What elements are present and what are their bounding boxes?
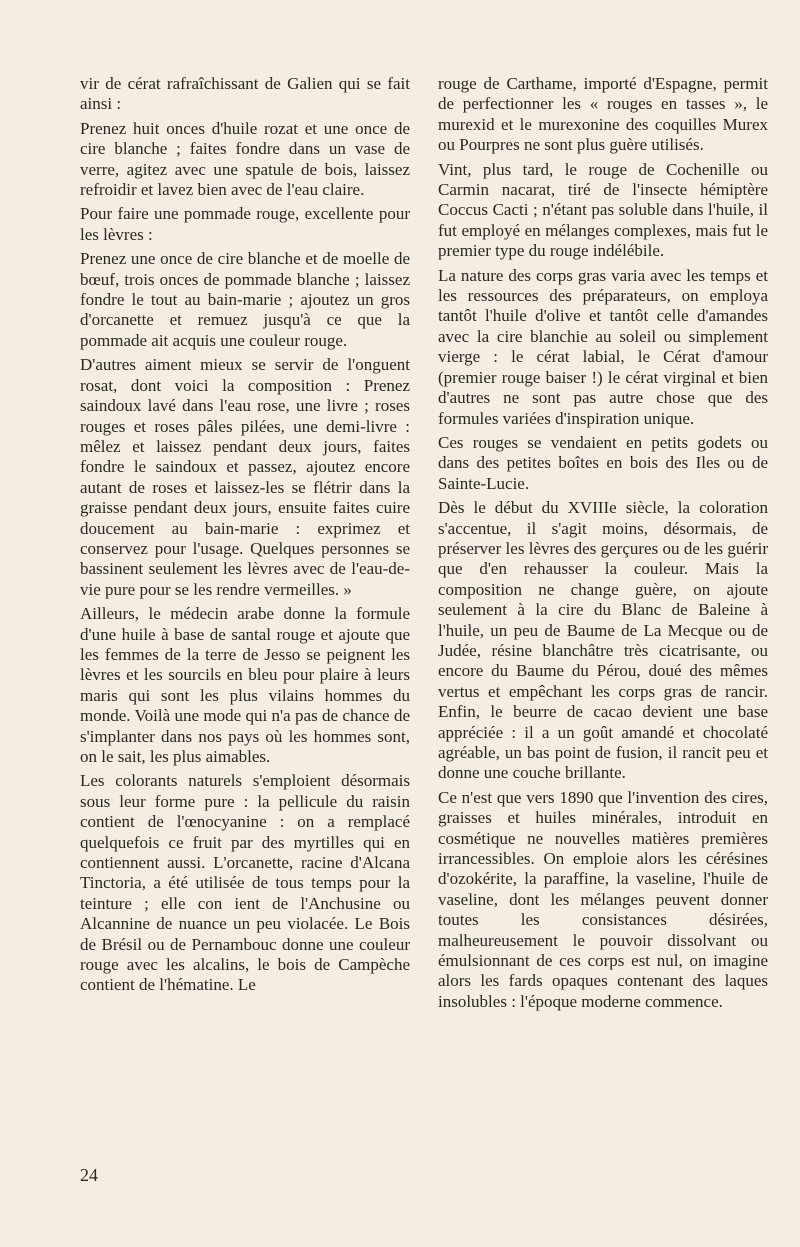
left-text-column: [80, 74, 410, 1000]
paragraph: Prenez une once de cire blanche et de moelle de bœuf, trois onces de pommade blanche ; laissez fondre le tout au bain-marie ; ajoutez un gros d'orcanette et remuez jusqu'à ce que la pommade ait acquis une couleur rouge.: [80, 249, 410, 350]
paragraph: La nature des corps gras varia avec les temps et les ressources des préparateurs, on employa tantôt l'huile d'olive et tantôt celle d'amandes avec la cire blanchie au soleil ou simplement vierge : le cérat labial, le Cérat d'amour (premier rouge baiser !) le cérat virginal et bien d'autres ne sont pas autre chose que des formules variées d'inspiration unique.: [438, 265, 768, 428]
paragraph: vir de cérat rafraîchissant de Galien qui se fait ainsi :: [80, 74, 410, 114]
paragraph: Prenez huit onces d'huile rozat et une once de cire blanche ; faites fondre dans un vase de verre, agitez avec une spatule de bois, laissez refroidir et lavez bien avec de l'eau claire.: [80, 118, 410, 200]
paragraph: Les colorants naturels s'emploient désormais sous leur forme pure : la pellicule du raisin contient de l'œnocyanine : on a remplacé quelquefois ce fruit par des myrtilles qui en contiennent aussi. L'orcanette, racine d'Alcana Tinctoria, a été utilisée de tous temps pour la teinture ; elle con ient de l'Anchusine ou Alcannine de nuance un peu violacée. Le Bois de Brésil ou de Pernambouc donne une couleur rouge avec les alcalins, le bois de Campèche contient de l'hématine. Le: [80, 771, 410, 995]
paragraph: Vint, plus tard, le rouge de Cochenille ou Carmin nacarat, tiré de l'insecte hémiptère Coccus Cacti ; n'étant pas soluble dans l'huile, il fut employé en mélanges complexes, mais fut le premier type du rouge indélébile.: [438, 159, 768, 261]
paragraph: rouge de Carthame, importé d'Espagne, permit de perfectionner les « rouges en tasses », le murexid et le murexonine des coquilles Murex ou Pourpres ne sont plus guère utilisés.: [438, 74, 768, 155]
paragraph: Pour faire une pommade rouge, excellente pour les lèvres :: [80, 204, 410, 244]
paragraph: Dès le début du XVIIIe siècle, la coloration s'accentue, il s'agit moins, désormais, de préserver les lèvres des gerçures ou de les guérir que d'en rehausser la couleur. Mais la composition ne change guère, on ajoute seulement à la cire du Blanc de Baleine à l'huile, un peu de Baume de La Mecque ou de Judée, résine blanchâtre très cicatrisante, ou encore du Baume du Pérou, doué des mêmes vertus et empêchant les corps gras de rancir. Enfin, le beurre de cacao devient une base appréciée : il a un goût amandé et chocolaté agréable, un bas point de fusion, il rancit peu et donne une couche brillante.: [438, 498, 768, 783]
paragraph: Ces rouges se vendaient en petits godets ou dans des petites boîtes en bois des Iles ou de Sainte-Lucie.: [438, 432, 768, 493]
paragraph: Ce n'est que vers 1890 que l'invention des cires, graisses et huiles minérales, introduit en cosmétique ne nouvelles matières premières irrancessibles. On emploie alors les cérésines d'ozokérite, la paraffine, la vaseline, l'huile de vaseline, dont les mélanges peuvent donner toutes les consistances désirées, malheureusement le pouvoir dissolvant ou émulsionnant de ces corps est nul, on imagine alors les fards opaques contenant des laques insolubles : l'époque moderne commence.: [438, 787, 768, 1011]
page-number: 24: [80, 1165, 98, 1185]
paragraph: D'autres aiment mieux se servir de l'onguent rosat, dont voici la composition : Prenez saindoux lavé dans l'eau rose, une livre ; roses rouges et roses pâles pilées, une demi-livre : mêlez et laissez pendant deux jours, faites fondre le saindoux et passez, ajoutez encore autant de roses et laissez-les se flétrir dans la graisse pendant deux jours, ensuite faites cuire doucement au bain-marie : exprimez et conservez pour l'usage. Quelques personnes se bassinent seulement les lèvres avec de l'eau-de-vie pure pour se les rendre vermeilles. »: [80, 355, 410, 599]
right-text-column: [438, 74, 768, 1016]
paragraph: Ailleurs, le médecin arabe donne la formule d'une huile à base de santal rouge et ajoute que les femmes de la terre de Jesso se peignent les lèvres et les sourcils en bleu pour plaire à leurs maris qui sont les plus vilains hommes du monde. Voilà une mode qui n'a pas de chance de s'implanter dans nos pays où les hommes sont, on le sait, les plus aimables.: [80, 604, 410, 766]
